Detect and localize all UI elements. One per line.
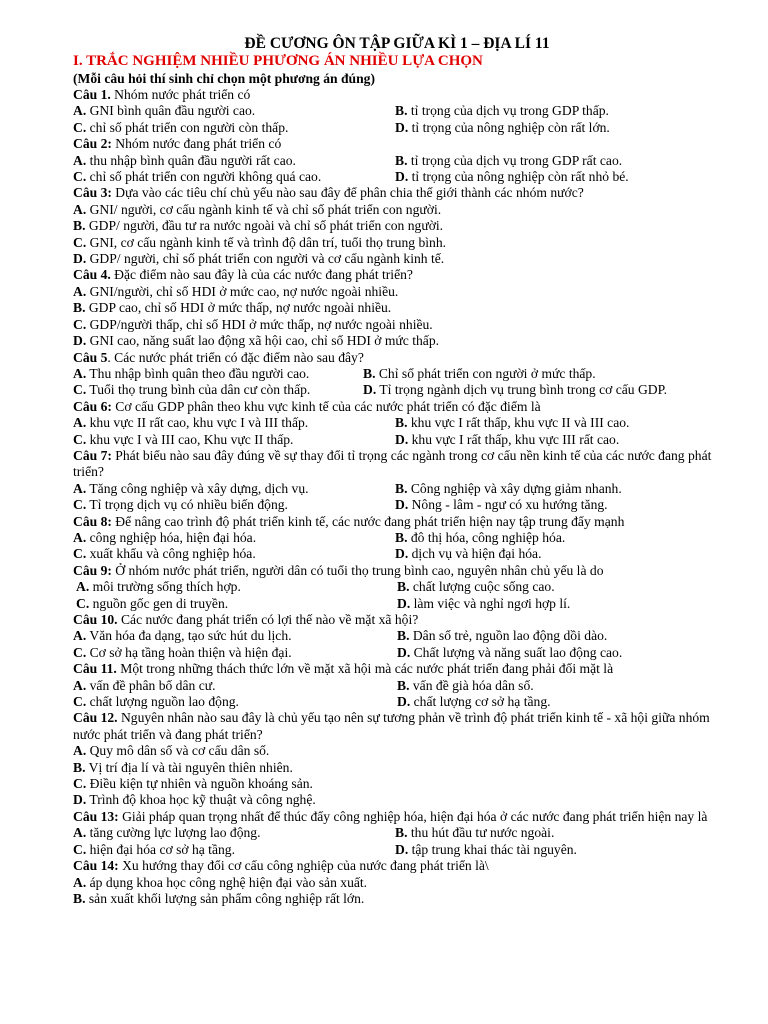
question-text: Dựa vào các tiêu chí chủ yếu nào sau đây để phân chia thế giới thành các nhóm nước? — [111, 185, 584, 201]
option-2 — [73, 169, 395, 185]
option-key: C. — [73, 382, 87, 398]
option-key: C. — [73, 841, 87, 857]
option-line — [73, 202, 731, 218]
option-line — [73, 218, 731, 234]
option-text: Dân số trẻ, nguồn lao động dồi dào. — [409, 628, 608, 644]
option-key: B. — [395, 825, 408, 841]
question-label: Câu 7: — [73, 447, 112, 463]
question-label: Câu 10. — [73, 612, 118, 627]
option-row — [73, 120, 731, 136]
option-key: A. — [73, 874, 87, 890]
option-row — [73, 579, 731, 595]
option-text: sản xuất khối lượng sản phẩm công nghiệp rất lớn. — [85, 890, 365, 906]
option-text: thu nhập bình quân đầu người rất cao. — [86, 152, 296, 168]
option-text: hiện đại hóa cơ sở hạ tầng. — [86, 841, 235, 857]
question-stem — [73, 612, 731, 628]
option-text: môi trường sống thích hợp. — [89, 579, 241, 595]
option-1 — [73, 891, 364, 906]
option-text: Công nghiệp và xây dựng giảm nhanh. — [407, 480, 622, 496]
option-text: khu vực I rất thấp, khu vực III rất cao. — [408, 431, 620, 447]
option-1 — [363, 366, 596, 382]
question-stem — [73, 858, 731, 874]
option-key: D. — [395, 119, 409, 135]
option-0 — [73, 530, 395, 546]
option-line — [73, 776, 731, 792]
option-text: Tỉ trọng ngành dịch vụ trung bình trong cơ cấu GDP. — [376, 382, 668, 398]
option-0 — [73, 743, 269, 758]
question-label: Câu 3: — [73, 185, 112, 201]
question-label: Câu 5 — [73, 349, 108, 365]
option-key: C. — [73, 316, 87, 332]
option-1 — [397, 579, 555, 595]
option-text: xuất khẩu và công nghiệp hóa. — [86, 546, 256, 562]
question-label: Câu 13: — [73, 808, 119, 824]
question-stem — [73, 267, 731, 283]
option-key: B. — [73, 759, 86, 775]
option-row — [73, 694, 731, 710]
question-text: Các nước đang phát triển có lợi thế nào về mặt xã hội? — [117, 612, 419, 627]
option-key: C. — [73, 119, 87, 135]
question-stem — [73, 809, 731, 825]
option-key: D. — [395, 169, 409, 185]
option-text: thu hút đầu tư nước ngoài. — [407, 825, 555, 841]
option-key: A. — [73, 480, 87, 496]
option-row — [73, 546, 731, 562]
option-text: tập trung khai thác tài nguyên. — [408, 841, 577, 857]
question-text: Cơ cấu GDP phân theo khu vực kinh tế của các nước phát triển có đặc điểm là — [111, 398, 541, 414]
option-text: GNI/người, chỉ số HDI ở mức cao, nợ nước ngoài nhiều. — [86, 283, 399, 299]
option-row — [73, 169, 731, 185]
option-0 — [73, 579, 397, 595]
question-stem — [73, 661, 731, 677]
option-row — [73, 678, 731, 694]
option-key: A. — [73, 529, 87, 545]
option-1 — [395, 415, 629, 431]
option-text: Điều kiện tự nhiên và nguồn khoáng sản. — [86, 776, 313, 792]
option-key: D. — [395, 841, 409, 857]
option-line — [73, 875, 731, 891]
question-text: Để nâng cao trình độ phát triển kinh tế, các nước đang phát triển hiện nay tập trung đẩy mạnh — [111, 513, 625, 529]
option-0 — [73, 415, 395, 431]
question-label: Câu 6: — [73, 398, 112, 414]
question-text: Xu hướng thay đổi cơ cấu công nghiệp của nước đang phát triển là\ — [118, 858, 489, 874]
option-text: Cơ sở hạ tầng hoàn thiện và hiện đại. — [86, 644, 292, 660]
question-label: Câu 2: — [73, 136, 112, 152]
option-key: D. — [73, 251, 87, 267]
option-line — [73, 743, 731, 759]
option-1 — [397, 628, 607, 644]
option-key: B. — [73, 300, 86, 316]
option-3 — [397, 694, 551, 710]
option-key: A. — [73, 103, 87, 119]
option-line — [73, 317, 731, 333]
section-instruction: (Mỗi câu hỏi thí sinh chỉ chọn một phương án đúng) — [73, 71, 375, 86]
option-text: chỉ số phát triển con người không quá cao. — [86, 169, 322, 185]
option-key: D. — [397, 694, 411, 710]
option-key: A. — [73, 743, 87, 759]
option-key: A. — [73, 628, 87, 644]
option-key: B. — [395, 529, 408, 545]
option-text: vấn đề phân bố dân cư. — [86, 677, 216, 693]
option-key: D. — [395, 546, 409, 562]
option-text: GDP cao, chỉ số HDI ở mức thấp, nợ nước ngoài nhiều. — [85, 300, 392, 316]
option-0 — [73, 366, 363, 382]
option-row — [73, 415, 731, 431]
option-key: D. — [395, 431, 409, 447]
question-stem — [73, 399, 731, 415]
option-line — [73, 891, 731, 907]
question-text: Nhóm nước đang phát triển có — [111, 136, 282, 152]
section-heading: I. TRẮC NGHIỆM NHIỀU PHƯƠNG ÁN NHIỀU LỰA CHỌN — [73, 53, 483, 69]
option-key: A. — [73, 677, 87, 693]
option-key: B. — [395, 103, 408, 119]
option-text: làm việc và nghỉ ngơi hợp lí. — [410, 595, 571, 611]
option-row — [73, 596, 731, 612]
option-2 — [73, 842, 395, 858]
question-text: Giải pháp quan trọng nhất để thúc đẩy công nghiệp hóa, hiện đại hóa ở các nước đang phát triển hiện nay là — [118, 808, 708, 824]
option-3 — [395, 546, 541, 562]
option-line — [73, 333, 731, 349]
option-key: C. — [73, 431, 87, 447]
option-1 — [73, 300, 391, 315]
question-stem — [73, 448, 731, 481]
question-stem — [73, 563, 731, 579]
option-3 — [395, 432, 619, 448]
question-text: Đặc điểm nào sau đây là của các nước đang phát triển? — [110, 267, 413, 283]
option-3 — [73, 792, 316, 807]
option-text: Văn hóa đa dạng, tạo sức hút du lịch. — [86, 628, 292, 644]
option-key: C. — [73, 776, 87, 792]
option-key: B. — [395, 480, 408, 496]
option-line — [73, 760, 731, 776]
option-3 — [397, 596, 570, 612]
option-row — [73, 153, 731, 169]
option-text: Vị trí địa lí và tài nguyên thiên nhiên. — [85, 759, 293, 775]
option-0 — [73, 481, 395, 497]
option-key: D. — [397, 595, 411, 611]
option-0 — [73, 202, 441, 217]
question-text: Một trong những thách thức lớn về mặt xã hội mà các nước phát triển đang phải đối mặt là — [116, 661, 614, 677]
question-text: . Các nước phát triển có đặc điểm nào sau đây? — [107, 349, 364, 365]
option-row — [73, 103, 731, 119]
option-3 — [395, 169, 629, 185]
option-1 — [73, 760, 293, 775]
option-1 — [397, 678, 534, 694]
option-text: Quy mô dân số và cơ cấu dân số. — [86, 743, 270, 759]
question-stem — [73, 136, 731, 152]
question-label: Câu 12. — [73, 710, 118, 726]
option-key: C. — [73, 234, 87, 250]
option-row — [73, 382, 731, 398]
option-3 — [395, 120, 610, 136]
option-text: công nghiệp hóa, hiện đại hóa. — [86, 529, 257, 545]
question-stem — [73, 87, 731, 103]
option-text: tỉ trọng của nông nghiệp còn rất lớn. — [408, 119, 610, 135]
option-row — [73, 645, 731, 661]
option-2 — [73, 546, 395, 562]
option-text: tỉ trọng của nông nghiệp còn rất nhỏ bé. — [408, 169, 629, 185]
option-2 — [73, 645, 397, 661]
option-line — [73, 792, 731, 808]
question-label: Câu 4. — [73, 267, 111, 283]
option-line — [73, 284, 731, 300]
option-text: Tuổi thọ trung bình của dân cư còn thấp. — [86, 382, 311, 398]
option-row — [73, 628, 731, 644]
option-3 — [397, 645, 622, 661]
option-2 — [73, 382, 363, 398]
option-key: B. — [395, 152, 408, 168]
option-row — [73, 497, 731, 513]
option-key: C. — [73, 546, 87, 562]
option-2 — [73, 497, 395, 513]
option-key: A. — [73, 152, 87, 168]
option-line — [73, 300, 731, 316]
option-key: B. — [397, 628, 410, 644]
option-row — [73, 481, 731, 497]
option-key: B. — [73, 890, 86, 906]
option-key: C. — [73, 694, 87, 710]
option-1 — [395, 825, 554, 841]
option-1 — [395, 530, 565, 546]
question-text: Phát biểu nào sau đây đúng về sự thay đổi tỉ trọng các ngành trong cơ cấu nền kinh tế của các nước đang phát triển? — [73, 447, 712, 480]
option-3 — [395, 497, 608, 513]
question-label: Câu 8: — [73, 513, 112, 529]
option-1 — [395, 153, 622, 169]
option-text: Tăng công nghiệp và xây dựng, dịch vụ. — [86, 480, 309, 496]
option-1 — [395, 481, 622, 497]
question-text: Ở nhóm nước phát triển, người dân có tuổi thọ trung bình cao, nguyên nhân chủ yếu là do — [111, 562, 604, 578]
option-text: dịch vụ và hiện đại hóa. — [408, 546, 542, 562]
option-key: D. — [363, 382, 377, 398]
option-0 — [73, 153, 395, 169]
option-0 — [73, 284, 398, 299]
option-text: đô thị hóa, công nghiệp hóa. — [407, 529, 566, 545]
option-text: khu vực II rất cao, khu vực I và III thấp. — [86, 415, 309, 431]
option-2 — [73, 235, 446, 250]
option-key: A. — [73, 365, 87, 381]
option-key: D. — [395, 497, 409, 513]
option-text: vấn đề già hóa dân số. — [409, 677, 534, 693]
option-2 — [73, 120, 395, 136]
option-3 — [73, 251, 444, 266]
option-key: B. — [73, 218, 86, 234]
option-key: A. — [76, 579, 90, 595]
option-line — [73, 235, 731, 251]
option-2 — [73, 317, 433, 332]
option-3 — [363, 382, 667, 398]
option-key: C. — [76, 595, 90, 611]
option-key: C. — [73, 169, 87, 185]
option-text: GDP/ người, đầu tư ra nước ngoài và chỉ số phát triển con người. — [85, 218, 444, 234]
option-key: B. — [395, 415, 408, 431]
option-2 — [73, 432, 395, 448]
option-key: C. — [73, 644, 87, 660]
option-row — [73, 842, 731, 858]
option-text: Tỉ trọng dịch vụ có nhiều biến động. — [86, 497, 288, 513]
option-0 — [73, 678, 397, 694]
question-stem — [73, 185, 731, 201]
option-text: chất lượng cuộc sống cao. — [409, 579, 555, 595]
option-row — [73, 366, 731, 382]
option-key: D. — [397, 644, 411, 660]
option-text: GDP/ người, chỉ số phát triển con người và cơ cấu ngành kinh tế. — [86, 251, 445, 267]
question-list — [0, 87, 768, 907]
option-key: B. — [363, 365, 376, 381]
option-0 — [73, 103, 395, 119]
option-text: Thu nhập bình quân theo đầu người cao. — [86, 365, 310, 381]
option-key: A. — [73, 415, 87, 431]
option-text: GNI bình quân đầu người cao. — [86, 103, 256, 119]
option-text: áp dụng khoa học công nghệ hiện đại vào sản xuất. — [86, 874, 368, 890]
question-text: Nguyên nhân nào sau đây là chủ yếu tạo nên sự tương phản về trình độ phát triển kinh tế - xã hội giữa nhóm nước phát triển và đang phát triển? — [73, 710, 710, 742]
option-key: C. — [73, 497, 87, 513]
option-text: GNI, cơ cấu ngành kinh tế và trình độ dân trí, tuổi thọ trung bình. — [86, 234, 447, 250]
option-text: GDP/người thấp, chỉ số HDI ở mức thấp, nợ nước ngoài nhiều. — [86, 316, 433, 332]
option-text: khu vực I và III cao, Khu vực II thấp. — [86, 431, 294, 447]
option-text: chất lượng cơ sở hạ tầng. — [410, 694, 551, 710]
option-1 — [73, 218, 443, 233]
option-row — [73, 432, 731, 448]
question-label: Câu 1. — [73, 87, 111, 102]
option-key: A. — [73, 201, 87, 217]
option-text: GNI/ người, cơ cấu ngành kinh tế và chỉ số phát triển con người. — [86, 201, 442, 217]
option-text: chất lượng nguồn lao động. — [86, 694, 239, 710]
option-key: A. — [73, 283, 87, 299]
question-label: Câu 14: — [73, 858, 119, 874]
question-stem — [73, 350, 731, 366]
option-text: tăng cường lực lượng lao động. — [86, 825, 261, 841]
option-text: GNI cao, năng suất lao động xã hội cao, chỉ số HDI ở mức thấp. — [86, 333, 440, 349]
option-text: chỉ số phát triển con người còn thấp. — [86, 119, 289, 135]
option-text: tỉ trọng của dịch vụ trong GDP rất cao. — [407, 152, 623, 168]
option-0 — [73, 628, 397, 644]
option-text: tỉ trọng của dịch vụ trong GDP thấp. — [407, 103, 609, 119]
option-2 — [73, 596, 397, 612]
option-line — [73, 251, 731, 267]
option-text: nguồn gốc gen di truyền. — [89, 595, 229, 611]
option-key: B. — [397, 677, 410, 693]
question-text: Nhóm nước phát triển có — [110, 87, 251, 102]
question-label: Câu 9: — [73, 562, 112, 578]
option-2 — [73, 694, 397, 710]
option-2 — [73, 776, 313, 791]
option-3 — [73, 333, 439, 348]
option-3 — [395, 842, 577, 858]
option-text: Chỉ số phát triển con người ở mức thấp. — [375, 365, 596, 381]
option-text: Chất lượng và năng suất lao động cao. — [410, 644, 623, 660]
option-0 — [73, 875, 367, 890]
question-label: Câu 11. — [73, 661, 117, 677]
option-text: khu vực I rất thấp, khu vực II và III cao. — [407, 415, 630, 431]
option-key: A. — [73, 825, 87, 841]
option-0 — [73, 825, 395, 841]
option-key: D. — [73, 792, 87, 808]
document-title: ĐỀ CƯƠNG ÔN TẬP GIỮA KÌ 1 – ĐỊA LÍ 11 — [244, 35, 550, 52]
question-stem — [73, 710, 731, 743]
option-key: B. — [397, 579, 410, 595]
option-key: D. — [73, 333, 87, 349]
option-row — [73, 825, 731, 841]
option-text: Nông - lâm - ngư có xu hướng tăng. — [408, 497, 608, 513]
question-stem — [73, 514, 731, 530]
option-row — [73, 530, 731, 546]
option-1 — [395, 103, 609, 119]
option-text: Trình độ khoa học kỹ thuật và công nghệ. — [86, 792, 316, 808]
